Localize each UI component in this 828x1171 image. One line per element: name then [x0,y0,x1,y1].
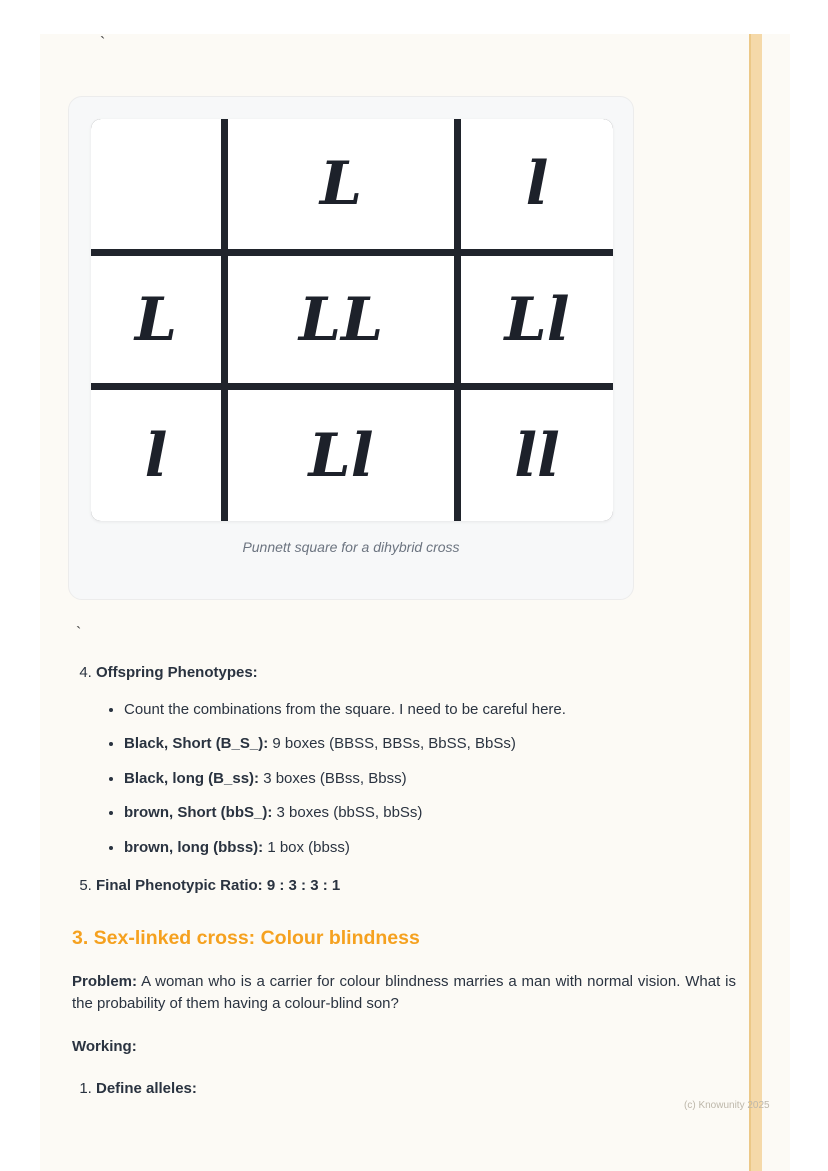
punnett-square [91,119,613,521]
figure-caption: Punnett square for a dihybrid cross [242,539,460,555]
punnett-cell: ll [461,390,613,521]
bullet-text: 1 box (bbss) [263,838,350,856]
stray-backtick-top: ` [100,35,106,52]
numbered-list-2 [72,1078,736,1101]
list-item-5 [96,875,736,898]
punnett-col-header: L [228,119,454,249]
punnett-row-header: l [91,390,221,521]
punnett-cell: LL [228,256,454,383]
copyright-watermark: (c) Knowunity 2025 [684,1100,770,1111]
bullet-item [124,802,736,825]
punnett-row-header: L [91,256,221,383]
item5-label: Final Phenotypic Ratio: 9 : 3 : 3 : 1 [96,877,341,894]
bullet-bold: brown, long (bbss): [124,838,264,856]
figure-card [68,96,634,600]
bullet-bold: Black, Short (B_S_): [124,735,269,752]
document-content [72,662,736,1111]
problem-label: Problem: [72,972,138,990]
bullet-item [124,837,736,860]
punnett-corner-cell [91,119,221,249]
bullet-bold: brown, Short (bbS_): [124,804,273,821]
list-item-1 [96,1078,736,1101]
item4-label: Offspring Phenotypes: [96,664,258,681]
problem-text: A woman who is a carrier for colour blindness marries a man with normal vision. What is the probability of them having a colour-blind son? [72,972,736,1013]
bullet-text: 3 boxes (bbSS, bbSs) [272,804,423,821]
section-heading: 3. Sex-linked cross: Colour blindness [72,926,420,949]
numbered-list [72,662,736,898]
bullet-item [124,733,736,756]
punnett-cell: Ll [228,390,454,521]
problem-paragraph [72,971,736,1016]
bullet-text: 3 boxes (BBss, Bbss) [259,769,407,787]
punnett-col-header: l [461,119,613,249]
bullet-bold: Black, long (B_ss): [124,769,260,787]
punnett-cell: Ll [461,256,613,383]
bullet-item [124,768,736,791]
right-accent-bar [749,34,762,1171]
punnett-grid [91,119,613,521]
stray-backtick-bottom: ` [76,625,82,642]
item1-label: Define alleles: [96,1080,197,1098]
working-paragraph [72,1036,736,1059]
bullet-item [124,699,736,722]
bullet-text: 9 boxes (BBSS, BBSs, BbSS, BbSs) [268,735,516,752]
bullet-text: Count the combinations from the square. I need to be careful here. [124,700,566,718]
working-label: Working: [72,1037,137,1055]
list-item-4 [96,662,736,859]
bullet-list [96,699,736,860]
